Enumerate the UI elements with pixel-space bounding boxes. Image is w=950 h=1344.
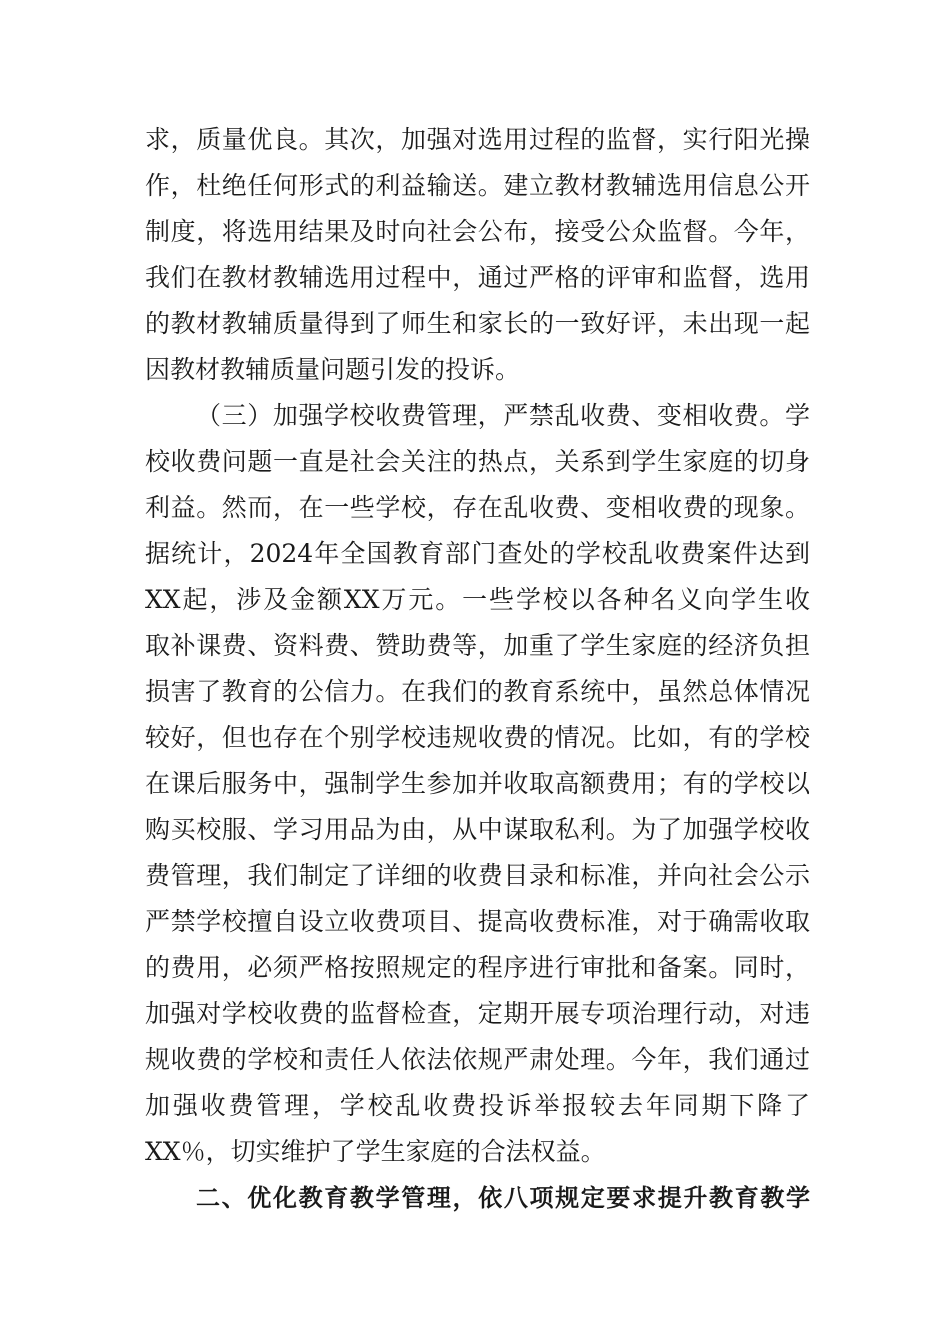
paragraph-line: 加强收费管理，学校乱收费投诉举报较去年同期下降了 (145, 1091, 810, 1120)
paragraph-line: XX起，涉及金额XX万元。一些学校以各种名义向学生收 (145, 585, 810, 614)
paragraph-line: 我们在教材教辅选用过程中，通过严格的评审和监督，选用 (145, 263, 810, 292)
paragraph-line: 规收费的学校和责任人依法依规严肃处理。今年，我们通过 (145, 1045, 810, 1074)
paragraph-line: 作，杜绝任何形式的利益输送。建立教材教辅选用信息公开 (145, 171, 810, 200)
paragraph-line: 求，质量优良。其次，加强对选用过程的监督，实行阳光操 (145, 125, 810, 154)
paragraph-line: 加强对学校收费的监督检查，定期开展专项治理行动，对违 (145, 999, 810, 1028)
paragraph-line: 购买校服、学习用品为由，从中谋取私利。为了加强学校收 (145, 815, 810, 844)
subsection-first-line (196, 395, 810, 437)
paragraph-line: 在课后服务中，强制学生参加并收取高额费用；有的学校以 (145, 769, 810, 798)
subsection-heading: （三）加强学校收费管理，严禁乱收费、变相收费。 (196, 401, 785, 430)
section-heading: 二、优化教育教学管理，依八项规定要求提升教育教学 (196, 1184, 810, 1212)
paragraph-line: 校收费问题一直是社会关注的热点，关系到学生家庭的切身 (145, 447, 810, 476)
paragraph-line: 制度，将选用结果及时向社会公布，接受公众监督。今年， (145, 217, 810, 246)
paragraph-line: 的费用，必须严格按照规定的程序进行审批和备案。同时， (145, 953, 810, 982)
paragraph-line: 费管理，我们制定了详细的收费目录和标准，并向社会公示 (145, 861, 810, 890)
paragraph-line-rest: 学 (784, 401, 810, 430)
paragraph-line: 的教材教辅质量得到了师生和家长的一致好评，未出现一起 (145, 309, 810, 338)
paragraph-line: 据统计，2024年全国教育部门查处的学校乱收费案件达到 (145, 539, 810, 568)
paragraph-line: 严禁学校擅自设立收费项目、提高收费标准，对于确需收取 (145, 907, 810, 936)
paragraph-line: 取补课费、资料费、赞助费等，加重了学生家庭的经济负担 (145, 631, 810, 660)
paragraph-line: 因教材教辅质量问题引发的投诉。 (145, 355, 521, 384)
paragraph-line: 较好，但也存在个别学校违规收费的情况。比如，有的学校 (145, 723, 810, 752)
paragraph-line: 利益。然而，在一些学校，存在乱收费、变相收费的现象。 (145, 493, 810, 522)
paragraph-line: XX％，切实维护了学生家庭的合法权益。 (145, 1137, 606, 1166)
paragraph-line: 损害了教育的公信力。在我们的教育系统中，虽然总体情况 (145, 677, 810, 706)
